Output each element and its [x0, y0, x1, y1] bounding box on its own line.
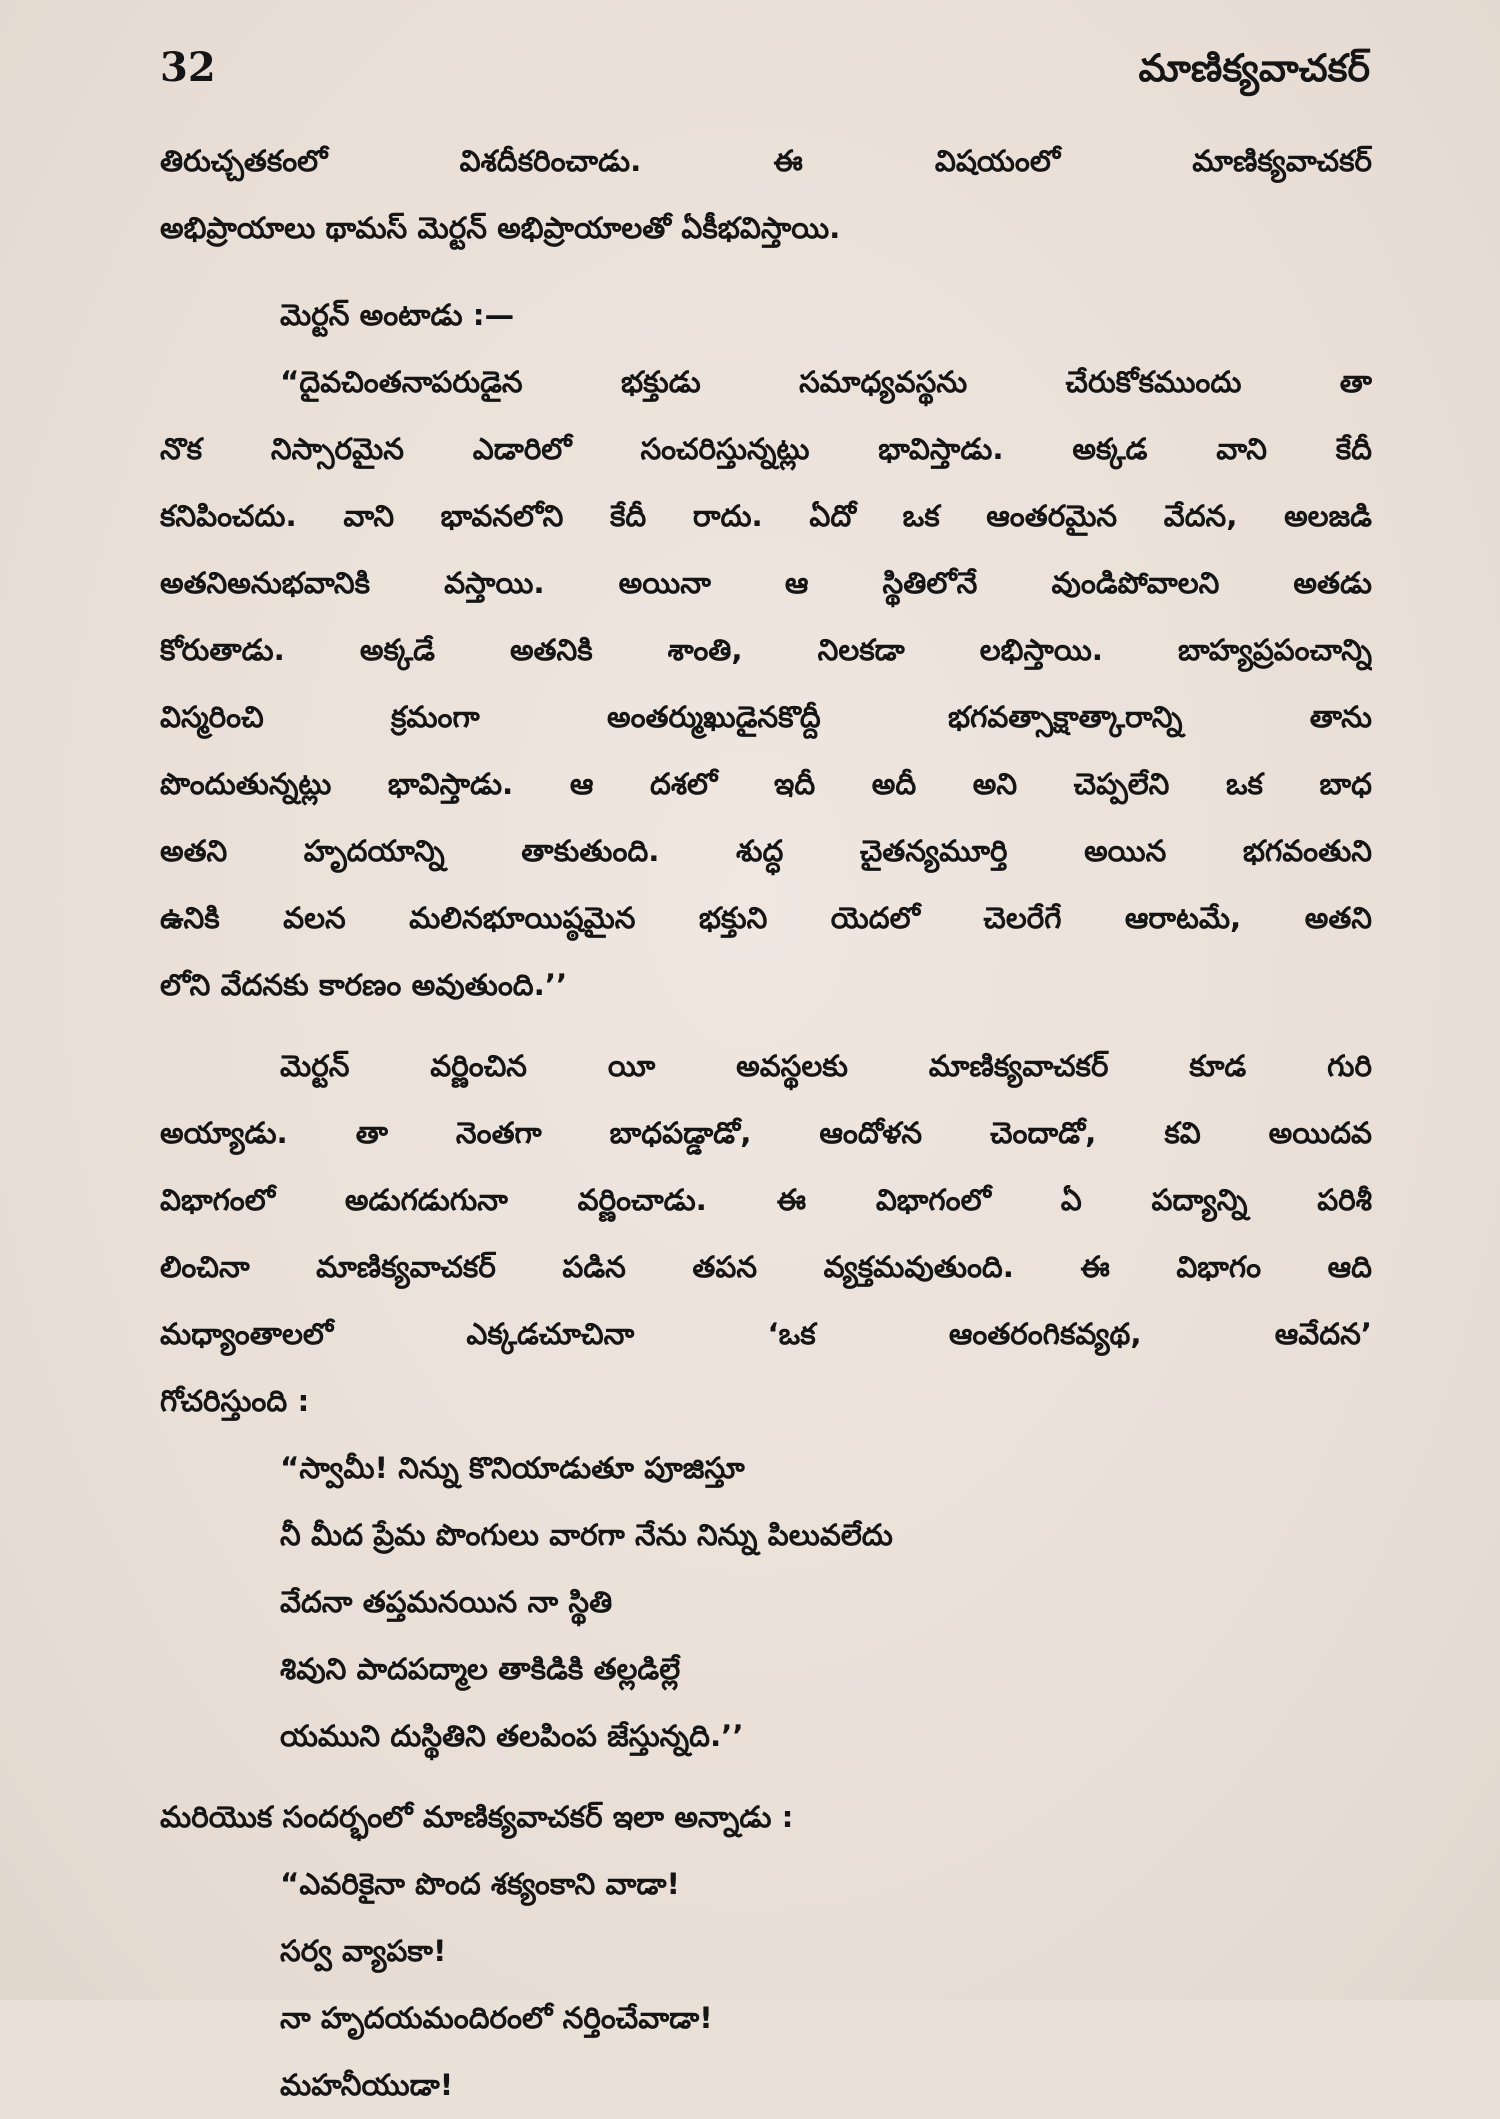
running-title: మాణిక్యవాచకర్: [1138, 46, 1370, 90]
verse-line: యముని దుస్థితిని తలపింప జేస్తున్నది.’’: [280, 1719, 744, 1753]
text-line: అతనిఅనుభవానికి వస్తాయి. అయినా ఆ స్థితిలోనే వుండిపోవాలని అతడు: [160, 566, 1372, 600]
page-header: [160, 44, 1370, 114]
state-paragraph: [160, 1033, 1372, 1435]
text-line: అతని హృదయాన్ని తాకుతుంది. శుద్ధ చైతన్యమూర్తి అయిన భగవంతుని: [160, 834, 1372, 868]
verse-line: “స్వామీ! నిన్ను కొనియాడుతూ పూజిస్తూ: [280, 1451, 745, 1485]
another-occasion-line: మరియొక సందర్భంలో మాణిక్యవాచకర్ ఇలా అన్నాడు :: [160, 1800, 794, 1834]
text-line: లోని వేదనకు కారణం అవుతుంది.’’: [160, 968, 568, 1002]
text-line: విభాగంలో అడుగడుగునా వర్ణించాడు. ఈ విభాగంలో ఏ పద్యాన్ని పరిశీ: [160, 1183, 1372, 1217]
intro-paragraph: [160, 128, 1372, 262]
text-line: “దైవచింతనాపరుడైన భక్తుడు సమాధ్యవస్థను చేరుకోకముందు తా: [280, 365, 1372, 399]
text-line: పొందుతున్నట్లు భావిస్తాడు. ఆ దశలో ఇదీ అదీ అని చెప్పలేని ఒక బాధ: [160, 767, 1372, 801]
text-line: లించినా మాణిక్యవాచకర్ పడిన తపన వ్యక్తమవుతుంది. ఈ విభాగం ఆది: [160, 1250, 1372, 1284]
verse-line: “ఎవరికైనా పొంద శక్యంకాని వాడా!: [280, 1867, 680, 1901]
text-line: అయ్యాడు. తా నెంతగా బాధపడ్డాడో, ఆందోళన చెందాడో, కవి అయిదవ: [160, 1116, 1372, 1150]
text-line: ఉనికి వలన మలినభూయిష్ఠమైన భక్తుని యెదలో చెలరేగే ఆరాటమే, అతని: [160, 901, 1372, 935]
verse-line: శివుని పాదపద్మాల తాకిడికి తల్లడిల్లే: [280, 1652, 681, 1686]
text-line: కోరుతాడు. అక్కడే అతనికి శాంతి, నిలకడా లభిస్తాయి. బాహ్యప్రపంచాన్ని: [160, 633, 1372, 667]
merton-says-line: మెర్టన్ అంటాడు :—: [280, 298, 515, 332]
merton-quote: [160, 349, 1372, 1019]
verse-line: మహనీయుడా!: [280, 2068, 454, 2102]
text-line: విస్మరించి క్రమంగా అంతర్ముఖుడైనకొద్దీ భగవత్సాక్షాత్కారాన్ని తాను: [160, 700, 1372, 734]
verse-one: [160, 1435, 1372, 1770]
text-line: నొక నిస్సారమైన ఎడారిలో సంచరిస్తున్నట్లు భావిస్తాడు. అక్కడ వాని కేదీ: [160, 432, 1372, 466]
page-number: 32: [160, 44, 216, 91]
verse-line: వేదనా తప్తమనయిన నా స్థితి: [280, 1585, 613, 1619]
verse-line: నా హృదయమందిరంలో నర్తించేవాడా!: [280, 2001, 713, 2035]
text-line: మధ్యాంతాలలో ఎక్కడచూచినా ‘ఒక ఆంతరంగికవ్యథ, ఆవేదన’: [160, 1317, 1372, 1351]
text-line: అభిప్రాయాలు థామస్ మెర్టన్ అభిప్రాయాలతో ఏకీభవిస్తాయి.: [160, 211, 841, 245]
page-body: [160, 128, 1372, 2119]
text-line: మెర్టన్ వర్ణించిన యీ అవస్థలకు మాణిక్యవాచకర్ కూడ గురి: [280, 1049, 1372, 1083]
text-line: గోచరిస్తుంది :: [160, 1384, 310, 1418]
text-line: తిరుచ్చతకంలో విశదీకరించాడు. ఈ విషయంలో మాణిక్యవాచకర్: [160, 144, 1372, 178]
verse-line: సర్వ వ్యాపకా!: [280, 1934, 447, 1968]
verse-two: [160, 1851, 1372, 2119]
text-line: కనిపించదు. వాని భావనలోని కేదీ రాదు. ఏదో ఒక ఆంతరమైన వేదన, అలజడి: [160, 499, 1372, 533]
verse-line: నీ మీద ప్రేమ పొంగులు వారగా నేను నిన్ను పిలువలేదు: [280, 1518, 893, 1552]
